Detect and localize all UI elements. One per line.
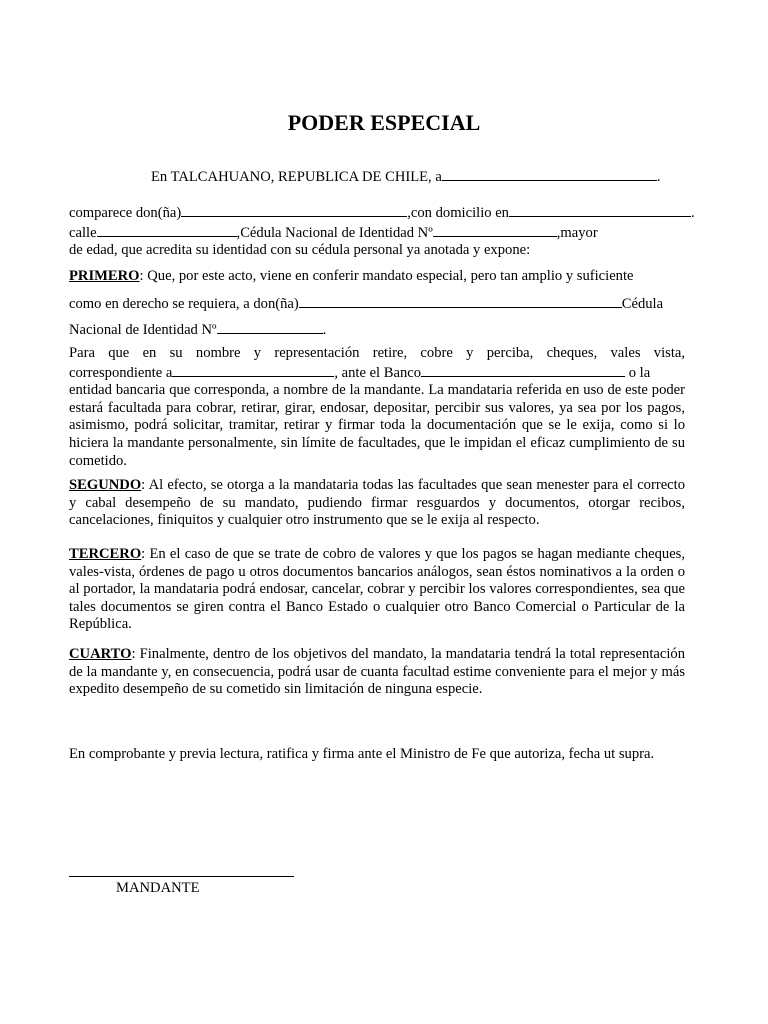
primero-line-2: como en derecho se requiera, a don(ña) Cédula <box>69 296 664 312</box>
cuarto-section: CUARTO: Finalmente, dentro de los objetivos del mandato, la mandataria tendrá la total representación de la mandante y, en consecuencia, podrá usar de cuanta facultad estime conveniente para el mejor y más expedito desempeño de su cometido sin limitación de ninguna especie. <box>69 646 685 698</box>
mandatario-name-blank[interactable] <box>299 294 622 308</box>
primero-bank-line: correspondiente a , ante el Banco o la <box>69 364 651 381</box>
document-title: PODER ESPECIAL <box>287 110 481 135</box>
primero-heading: PRIMERO <box>69 268 140 284</box>
primero-paragraph-2: Para que en su nombre y representación retire, cobre y perciba, cheques, vales vista, correspondiente a , ante el Banco o la entidad bancaria que corresponda, a nombre de la mandante. La mandataria referida en uso de este poder estará facultada para cobrar, retirar, girar, endosar, depositar, percibir sus valores, ya sea por los pagos, asimismo, podrá solicitar, tramitar, retirar y firmar toda la documentación que se le exija, como si lo hiciera la mandante personalmente, sin límite de facultades, que le impidan el eficaz cumplimiento de su cometido. <box>69 345 685 469</box>
comparece-line-3: de edad, que acredita su identidad con su cédula personal ya anotada y expone: <box>69 242 531 259</box>
tercero-heading: TERCERO <box>69 546 142 562</box>
segundo-section: SEGUNDO: Al efecto, se otorga a la mandataria todas las facultades que sean menester para el correcto y cabal desempeño de su mandato, pudiendo firmar resguardos y documentos, otorgar recibos, cancelaciones, finiquitos y cualquier otro instrumento que se le exija al respecto. <box>69 477 685 529</box>
mandatario-id-blank[interactable] <box>217 320 323 334</box>
bank-blank[interactable] <box>421 363 625 377</box>
signature-line[interactable] <box>69 876 294 877</box>
primero-section <box>69 268 685 286</box>
segundo-heading: SEGUNDO <box>69 477 142 493</box>
domicile-blank[interactable] <box>509 203 691 217</box>
comparece-section <box>69 203 695 260</box>
primero-line-3: Nacional de Identidad Nº . <box>69 322 327 338</box>
intro-line: En TALCAHUANO, REPUBLICA DE CHILE, a . <box>151 169 661 185</box>
name-blank[interactable] <box>181 203 407 217</box>
comparece-line-2: calle ,Cédula Nacional de Identidad Nº ,mayor <box>69 224 598 241</box>
primero-line-1: PRIMERO: Que, por este acto, viene en conferir mandato especial, pero tan amplio y suficiente <box>69 268 634 284</box>
street-blank[interactable] <box>97 223 237 237</box>
amount-blank[interactable] <box>172 363 334 377</box>
date-blank[interactable] <box>442 167 657 181</box>
id-number-blank[interactable] <box>433 223 557 237</box>
closing-paragraph: En comprobante y previa lectura, ratifica y firma ante el Ministro de Fe que autoriza, fecha ut supra. <box>69 746 655 762</box>
signature-label: MANDANTE <box>116 880 200 896</box>
comparece-line-1: comparece don(ña) ,con domicilio en . <box>69 205 695 221</box>
cuarto-heading: CUARTO <box>69 646 132 662</box>
tercero-section: TERCERO: En el caso de que se trate de cobro de valores y que los pagos se hagan mediante cheques, vales-vista, órdenes de pago u otros documentos bancarios análogos, sean éstos nominativos a la orden o al portador, la mandataria podrá endosar, cancelar, cobrar y percibir los valores correspondientes, sea que tales documentos se giren contra el Banco Estado o cualquier otro Banco Comercial o Particular de la República. <box>69 546 685 633</box>
intro-text: En TALCAHUANO, REPUBLICA DE CHILE, a <box>151 169 442 185</box>
